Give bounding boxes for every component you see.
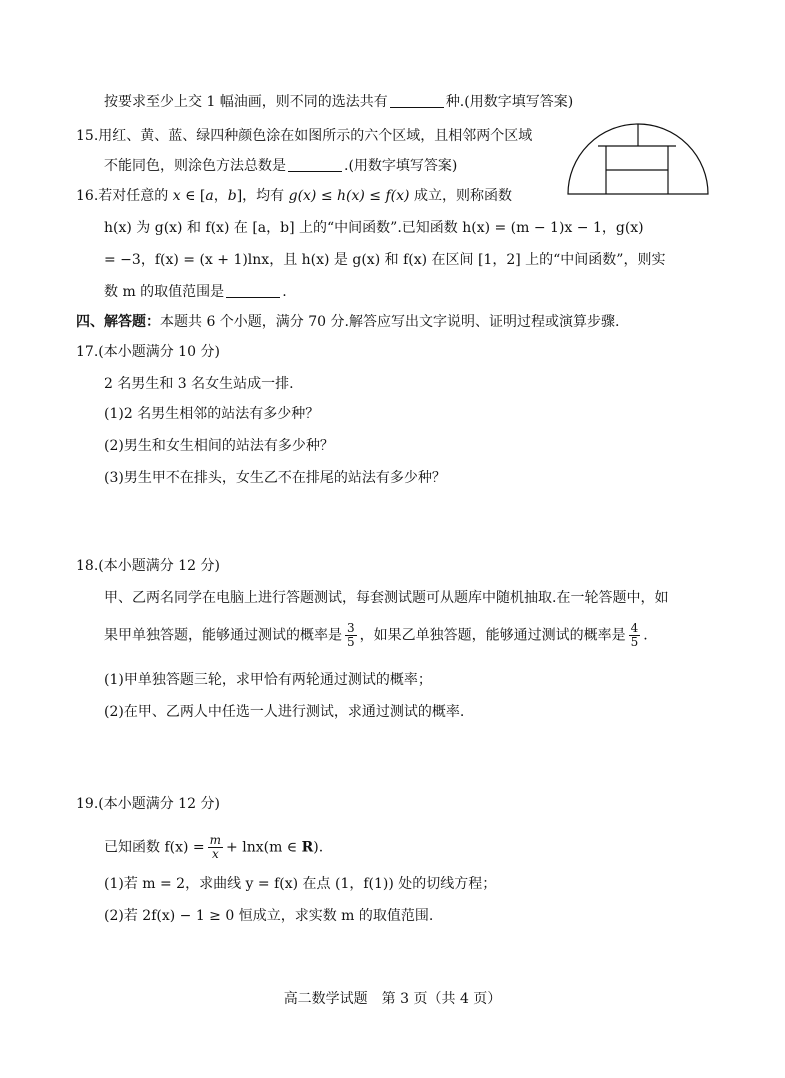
q16-text: 成立，则称函数 bbox=[409, 188, 512, 204]
section-4-header bbox=[76, 312, 619, 332]
q16-text: 16.若对任意的 bbox=[76, 188, 173, 204]
q19-part2: (2)若 2f(x) − 1 ≥ 0 恒成立，求实数 m 的取值范围. bbox=[104, 908, 434, 924]
q17-part3: (3)男生甲不在排头，女生乙不在排尾的站法有多少种？ bbox=[104, 470, 446, 486]
q15-text: 不能同色，则涂色方法总数是 bbox=[104, 158, 286, 174]
section-title: 四、解答题： bbox=[76, 314, 160, 330]
q16-line3: = −3，f(x) = (x + 1)lnx，且 h(x) 是 g(x) 和 f(x) 在区间 [1，2] 上的“中间函数”，则实 bbox=[104, 252, 666, 268]
q17-part2: (2)男生和女生相间的站法有多少种？ bbox=[104, 438, 334, 454]
q19-text: + lnx(m ∈ bbox=[226, 839, 302, 856]
fraction-denominator: 5 bbox=[347, 635, 355, 649]
q18-line1: 甲、乙两名同学在电脑上进行答题测试，每套测试题可从题库中随机抽取.在一轮答题中，如 bbox=[104, 590, 669, 606]
fraction-denominator: x bbox=[211, 847, 219, 861]
fraction-denominator: 5 bbox=[630, 635, 639, 649]
fraction-numerator: 3 bbox=[347, 621, 355, 635]
real-set-symbol: R bbox=[301, 839, 314, 856]
fraction-three-fifths bbox=[345, 622, 357, 649]
q16-line4 bbox=[104, 282, 287, 302]
q15-line2 bbox=[104, 156, 457, 176]
answer-blank[interactable] bbox=[288, 157, 342, 172]
q16-line1 bbox=[76, 186, 512, 206]
q14-text: 按要求至少上交 1 幅油画，则不同的选法共有 bbox=[104, 94, 388, 110]
answer-blank[interactable] bbox=[390, 93, 444, 108]
q19-part1: (1)若 m = 2，求曲线 y = f(x) 在点 (1，f(1)) 处的切线方程； bbox=[104, 876, 497, 892]
q19-text: 已知函数 f(x) = bbox=[104, 839, 205, 856]
q16-var: a bbox=[205, 188, 214, 204]
q19-heading: 19.(本小题满分 12 分) bbox=[76, 796, 220, 812]
page-footer: 高二数学试题 第 3 页（共 4 页） bbox=[283, 991, 502, 1007]
q16-text: 数 m 的取值范围是 bbox=[104, 284, 225, 300]
q17-intro: 2 名男生和 3 名女生站成一排. bbox=[104, 376, 294, 392]
q18-line2 bbox=[104, 622, 648, 649]
q17-part1: (1)2 名男生相邻的站法有多少种？ bbox=[104, 406, 320, 422]
q14-suffix: 种.(用数字填写答案) bbox=[445, 94, 574, 110]
answer-blank[interactable] bbox=[226, 283, 280, 298]
q14-continuation bbox=[104, 92, 573, 112]
q15-line1: 15.用红、黄、蓝、绿四种颜色涂在如图所示的六个区域，且相邻两个区域 bbox=[76, 128, 533, 144]
q16-text: ∈ [ bbox=[180, 188, 206, 204]
q16-text: . bbox=[282, 284, 287, 300]
q19-text: ). bbox=[313, 839, 324, 856]
q17-heading: 17.(本小题满分 10 分) bbox=[76, 344, 220, 360]
q18-part2: (2)在甲、乙两人中任选一人进行测试，求通过测试的概率. bbox=[104, 704, 465, 720]
q16-line2: h(x) 为 g(x) 和 f(x) 在 [a，b] 上的“中间函数”.已知函数 h(x) = (m − 1)x − 1，g(x) bbox=[104, 220, 644, 236]
q18-text: ，如果乙单独答题，能够通过测试的概率是 bbox=[359, 627, 626, 644]
q16-text: ， bbox=[213, 188, 228, 204]
six-region-dome-figure bbox=[566, 122, 710, 196]
q16-text: ]，均有 bbox=[236, 188, 289, 204]
fraction-numerator: 4 bbox=[630, 621, 639, 635]
q18-part1: (1)甲单独答题三轮，求甲恰有两轮通过测试的概率； bbox=[104, 672, 432, 688]
q16-var: b bbox=[227, 188, 237, 204]
fraction-m-over-x bbox=[208, 834, 223, 861]
fraction-numerator: m bbox=[209, 833, 222, 847]
section-description: 本题共 6 个小题，满分 70 分.解答应写出文字说明、证明过程或演算步骤. bbox=[160, 314, 620, 330]
q19-line1 bbox=[104, 834, 323, 861]
fraction-four-fifths bbox=[629, 622, 641, 649]
q18-text: 果甲单独答题，能够通过测试的概率是 bbox=[104, 627, 342, 644]
q15-suffix: .(用数字填写答案) bbox=[344, 158, 458, 174]
q18-text: . bbox=[643, 627, 648, 644]
q16-expr: g(x) ≤ h(x) ≤ f(x) bbox=[288, 188, 410, 204]
q16-var: x bbox=[172, 188, 181, 204]
q18-heading: 18.(本小题满分 12 分) bbox=[76, 558, 220, 574]
